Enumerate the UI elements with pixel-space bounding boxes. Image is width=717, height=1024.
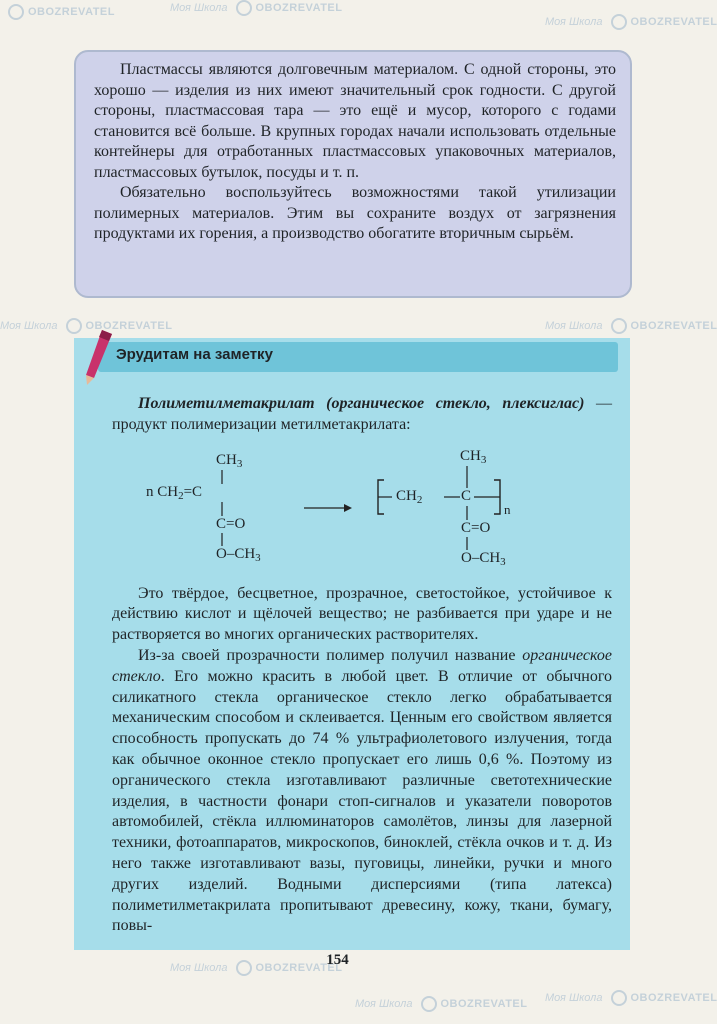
monomer-ester: $O-CH_3$	[216, 545, 261, 564]
polymer-c: C	[461, 487, 472, 504]
polymerization-formula	[112, 440, 612, 576]
polymer-carbonyl: C=O	[461, 519, 491, 536]
polymer-ch2: $CH_2$	[396, 487, 423, 506]
polymer-ester: $O-CH_3$	[461, 549, 506, 568]
erudite-note-box	[74, 338, 630, 950]
recycling-paragraph-2: Обязательно воспользуйтесь возможностями такой утилизации полимерных материалов. Этим вы сохраните воздух от загрязнения продуктами их горения, а производство обогатите вторичным сырьём.	[94, 184, 616, 242]
polymer-ch3: $CH_3$	[460, 447, 487, 466]
watermark: Моя Школа OBOZREVATEL	[170, 0, 342, 16]
reaction-arrow-head	[344, 504, 352, 512]
intro-rest: — продукт полимеризации метилметакрилата:	[112, 395, 613, 433]
pmma-term: Полиметилметакрилат (органическое стекло, плексиглас)	[138, 395, 585, 412]
monomer-ch3: $CH_3$	[216, 451, 243, 470]
page-number: 154	[326, 952, 349, 968]
watermark-logo-icon	[8, 4, 24, 20]
watermark-logo-icon	[611, 990, 627, 1006]
watermark: Моя Школа OBOZREVATEL	[545, 990, 717, 1006]
formula-bonds	[112, 440, 612, 576]
pencil-icon	[78, 328, 118, 386]
recycling-paragraph-1: Пластмассы являются долговечным материалом. С одной стороны, это хорошо — изделия из них имеют значительный срок годности. С другой стороны, пластмассовая тара — это ещё и мусор, которого с годами становится всё больше. В крупных городах начали использовать отдельные контейнеры для отработанных пластмассовых упаковочных материалов, пластмассовых бутылок, посуды и т. п.	[94, 61, 616, 181]
watermark: Моя Школа OBOZREVATEL	[170, 960, 342, 976]
monomer-main-chain: n $CH_2=C$	[146, 483, 203, 502]
erudite-content	[112, 394, 612, 937]
organic-glass-term: органическое стекло	[112, 646, 612, 685]
watermark-logo-icon	[421, 996, 437, 1012]
watermark-logo-icon	[611, 318, 627, 334]
intro-paragraph	[112, 394, 612, 436]
erudite-header-title: Эрудитам на заметку	[116, 346, 273, 363]
watermark: Моя Школа OBOZREVATEL	[355, 996, 527, 1012]
erudite-header	[98, 342, 618, 372]
polymer-n: n	[504, 501, 511, 517]
uses-paragraph: Из-за своей прозрачности полимер получил название органическое стекло. Его можно красить в любой цвет. В отличие от обычного силикатного стекла органическое стекло легко обрабатывается механическим способом и склеивается. Ценным его свойством является способность пропускать до 74 % ультрафиолетового излучения, тогда как обычное оконное стекло пропускает его лишь 0,6 %. Поэтому из органического стекла изготавливают различные светотехнические изделия, в частности фонари стоп-сигналов и указатели поворотов автомобилей, стёкла иллюминаторов самолётов, линзы для лазерной техники, фотоаппаратов, микроскопов, биноклей, стёкла очков и т. д. Из него также изготавливают вазы, пуговицы, линейки, ручки и много других изделий. Водными дисперсиями (типа латекса) полиметилметакрилата пропитывают древесину, кожу, ткани, бумагу, повы-	[112, 646, 612, 935]
watermark: Моя Школа OBOZREVATEL	[0, 318, 172, 334]
watermark-logo-icon	[236, 0, 252, 16]
monomer-carbonyl: C=O	[216, 515, 246, 532]
recycling-note-box	[74, 50, 632, 298]
watermark: Моя Школа OBOZREVATEL	[545, 14, 717, 30]
watermark: OBOZREVATEL	[0, 4, 115, 20]
watermark-logo-icon	[611, 14, 627, 30]
watermark: Моя Школа OBOZREVATEL	[545, 318, 717, 334]
properties-paragraph: Это твёрдое, бесцветное, прозрачное, светостойкое, устойчивое к действию кислот и щёлочей вещество; не разбивается при ударе и не растворяется во многих органических растворителях.	[112, 584, 612, 644]
